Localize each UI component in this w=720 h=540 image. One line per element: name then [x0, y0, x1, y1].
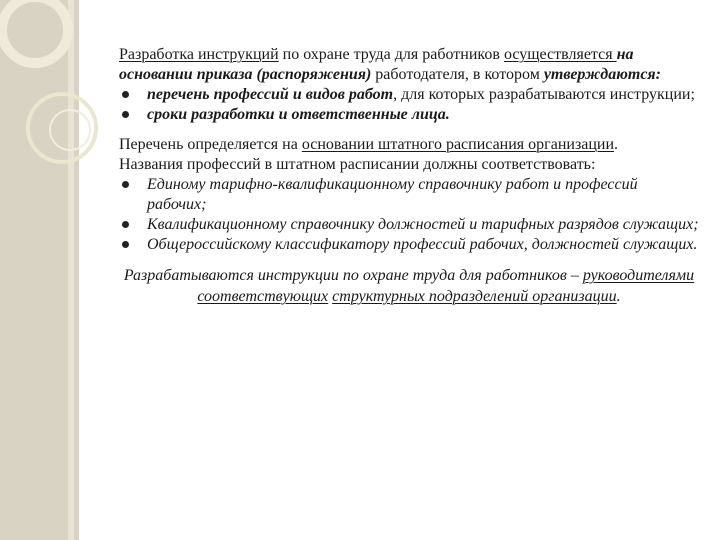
list-item: Квалификационному справочнику должностей и тарифных разрядов служащих;: [119, 215, 699, 235]
link-structural-units[interactable]: структурных подразделений организации: [332, 288, 617, 305]
item-emphasis: сроки разработки и ответственные лица.: [147, 106, 450, 123]
reference-list: [119, 175, 699, 255]
decor-circle-small: [50, 110, 90, 150]
link-carried-out[interactable]: осуществляется: [503, 46, 617, 63]
developers-paragraph: [119, 265, 699, 307]
decor-circle-outer: [2, 0, 68, 63]
link-heads[interactable]: руководителями соответствующих: [197, 267, 695, 305]
staffing-paragraph: [119, 135, 699, 155]
text: .: [614, 136, 619, 153]
item-text: , для которых разрабатываются инструкции;: [393, 86, 695, 103]
list-item: Общероссийскому классификатору профессий рабочих, должностей служащих.: [119, 235, 699, 255]
list-item: [119, 105, 699, 125]
text: Разрабатываются инструкции по охране труда для работников –: [123, 267, 583, 284]
text: .: [616, 288, 621, 305]
link-staffing-schedule[interactable]: основании штатного расписания организации: [301, 136, 615, 153]
emphasis-basis: на основании приказа (распоряжения): [119, 46, 634, 83]
link-instructions-development[interactable]: Разработка инструкций: [119, 46, 279, 63]
list-item: Единому тарифно-квалификационному справочнику работ и профессий рабочих;: [119, 175, 699, 215]
slide-content: [119, 45, 699, 307]
text: Перечень определяется на: [119, 136, 302, 153]
text: по охране труда для работников: [278, 46, 504, 63]
approved-list: [119, 85, 699, 125]
list-item: [119, 85, 699, 105]
item-emphasis: перечень профессий и видов работ: [147, 86, 394, 103]
professions-paragraph: Названия профессий в штатном расписании должны соответствовать:: [119, 156, 596, 173]
decor-circle-large: [28, 94, 96, 162]
instructions-paragraph: [119, 45, 699, 85]
text: работодателя, в котором: [371, 66, 544, 83]
emphasis-approved: утверждаются:: [543, 66, 661, 83]
